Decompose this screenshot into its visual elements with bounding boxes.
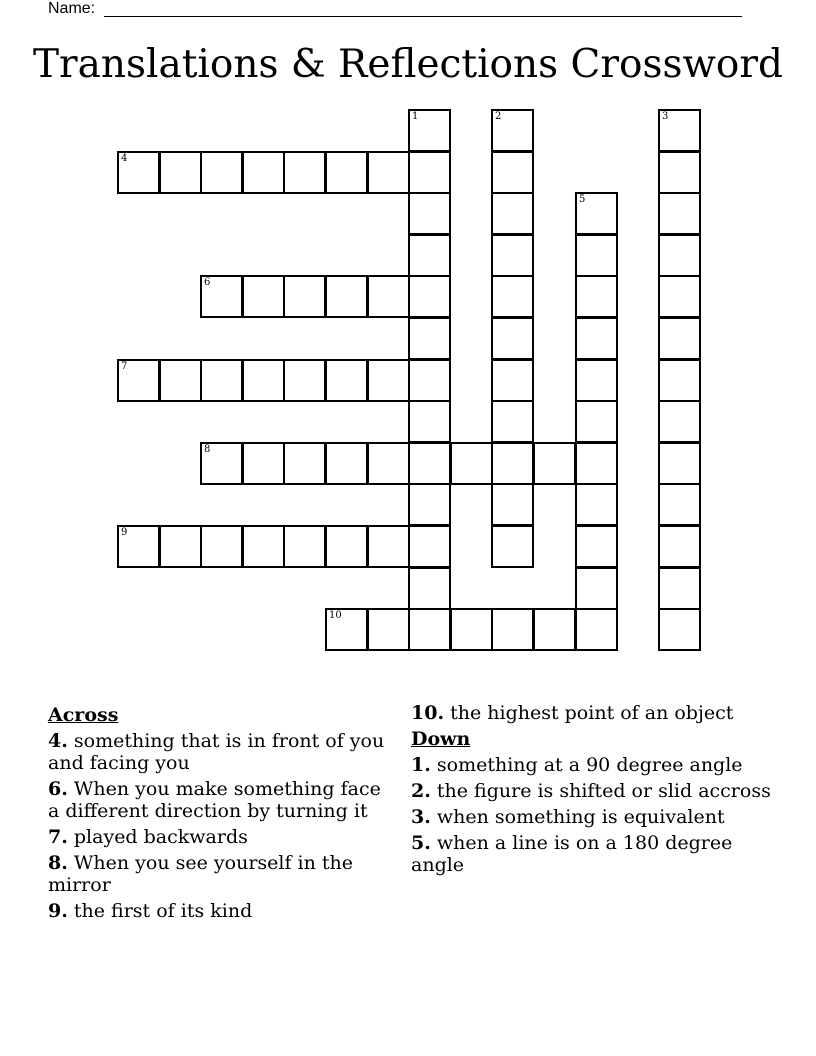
clue-number: 1. xyxy=(411,754,431,776)
clue-text: played backwards xyxy=(73,826,248,848)
grid-cell[interactable] xyxy=(575,192,618,235)
clue-text: when a line is on a 180 degree angle xyxy=(411,832,733,876)
grid-cell[interactable] xyxy=(575,567,618,610)
grid-cell[interactable] xyxy=(325,151,368,194)
grid-cell[interactable] xyxy=(575,359,618,402)
grid-cell[interactable] xyxy=(408,359,451,402)
across-clue-4 xyxy=(48,730,388,774)
grid-cell[interactable] xyxy=(658,275,701,318)
grid-cell[interactable] xyxy=(367,525,410,568)
grid-cell[interactable] xyxy=(658,525,701,568)
cell-number: 8 xyxy=(204,444,211,455)
grid-cell[interactable] xyxy=(325,275,368,318)
clue-number: 9. xyxy=(48,900,68,922)
grid-cell[interactable] xyxy=(325,359,368,402)
grid-cell[interactable] xyxy=(325,608,368,651)
grid-cell[interactable] xyxy=(242,359,285,402)
grid-cell[interactable] xyxy=(283,275,326,318)
across-clue-10 xyxy=(411,702,771,724)
cell-number: 1 xyxy=(412,111,419,122)
clues-column-left xyxy=(48,702,388,926)
clue-text: When you see yourself in the mirror xyxy=(48,852,354,896)
across-clue-6 xyxy=(48,778,388,822)
grid-cell[interactable] xyxy=(159,525,202,568)
clue-number: 10. xyxy=(411,702,445,724)
grid-cell[interactable] xyxy=(575,234,618,277)
grid-cell[interactable] xyxy=(408,608,451,651)
grid-cell[interactable] xyxy=(450,442,493,485)
grid-cell[interactable] xyxy=(283,525,326,568)
grid-cell[interactable] xyxy=(242,525,285,568)
cell-number: 2 xyxy=(495,111,502,122)
grid-cell[interactable] xyxy=(533,442,576,485)
grid-cell[interactable] xyxy=(491,317,534,360)
cell-number: 9 xyxy=(121,527,128,538)
grid-cell[interactable] xyxy=(159,151,202,194)
grid-cell[interactable] xyxy=(242,275,285,318)
grid-cell[interactable] xyxy=(408,317,451,360)
clue-number: 8. xyxy=(48,852,68,874)
clue-text: the figure is shifted or slid accross xyxy=(436,780,771,802)
down-clue-3 xyxy=(411,806,771,828)
grid-cell[interactable] xyxy=(491,275,534,318)
grid-cell[interactable] xyxy=(491,608,534,651)
grid-cell[interactable] xyxy=(658,359,701,402)
grid-cell[interactable] xyxy=(658,483,701,526)
grid-cell[interactable] xyxy=(575,400,618,443)
grid-cell[interactable] xyxy=(242,442,285,485)
across-clue-9 xyxy=(48,900,388,922)
grid-cell[interactable] xyxy=(200,151,243,194)
across-clue-7 xyxy=(48,826,388,848)
clue-text: When you make something face a different direction by turning it xyxy=(48,778,381,822)
grid-cell[interactable] xyxy=(408,400,451,443)
grid-cell[interactable] xyxy=(491,234,534,277)
clue-text: the highest point of an object xyxy=(450,702,734,724)
down-clue-2 xyxy=(411,780,771,802)
grid-cell[interactable] xyxy=(367,151,410,194)
clue-number: 6. xyxy=(48,778,68,800)
clues-column-right xyxy=(411,702,771,880)
clue-number: 3. xyxy=(411,806,431,828)
grid-cell[interactable] xyxy=(658,400,701,443)
grid-cell[interactable] xyxy=(658,608,701,651)
grid-cell[interactable] xyxy=(159,359,202,402)
grid-cell[interactable] xyxy=(408,525,451,568)
across-heading: Across xyxy=(48,704,119,726)
clue-text: something at a 90 degree angle xyxy=(436,754,743,776)
grid-cell[interactable] xyxy=(491,483,534,526)
grid-cell[interactable] xyxy=(491,525,534,568)
clue-number: 4. xyxy=(48,730,68,752)
grid-cell[interactable] xyxy=(491,359,534,402)
grid-cell[interactable] xyxy=(658,567,701,610)
grid-cell[interactable] xyxy=(325,442,368,485)
grid-cell[interactable] xyxy=(408,567,451,610)
grid-cell[interactable] xyxy=(575,317,618,360)
grid-cell[interactable] xyxy=(283,151,326,194)
grid-cell[interactable] xyxy=(283,442,326,485)
cell-number: 10 xyxy=(329,610,342,621)
clue-number: 5. xyxy=(411,832,431,854)
grid-cell[interactable] xyxy=(658,192,701,235)
grid-cell[interactable] xyxy=(408,192,451,235)
grid-cell[interactable] xyxy=(575,275,618,318)
grid-cell[interactable] xyxy=(658,234,701,277)
page-title: Translations & Reflections Crossword xyxy=(32,42,784,87)
grid-cell[interactable] xyxy=(200,442,243,485)
grid-cell[interactable] xyxy=(491,151,534,194)
grid-cell[interactable] xyxy=(408,151,451,194)
grid-cell[interactable] xyxy=(325,525,368,568)
grid-cell[interactable] xyxy=(575,525,618,568)
grid-cell[interactable] xyxy=(575,442,618,485)
grid-cell[interactable] xyxy=(658,442,701,485)
grid-cell[interactable] xyxy=(491,442,534,485)
grid-cell[interactable] xyxy=(408,109,451,152)
grid-cell[interactable] xyxy=(491,109,534,152)
across-clue-8 xyxy=(48,852,388,896)
clue-number: 7. xyxy=(48,826,68,848)
grid-cell[interactable] xyxy=(367,275,410,318)
grid-cell[interactable] xyxy=(491,192,534,235)
grid-cell[interactable] xyxy=(658,317,701,360)
grid-cell[interactable] xyxy=(533,608,576,651)
grid-cell[interactable] xyxy=(408,275,451,318)
grid-cell[interactable] xyxy=(117,151,160,194)
grid-cell[interactable] xyxy=(575,608,618,651)
down-clue-5 xyxy=(411,832,771,876)
down-heading: Down xyxy=(411,728,471,750)
grid-cell[interactable] xyxy=(200,525,243,568)
grid-cell[interactable] xyxy=(117,359,160,402)
grid-cell[interactable] xyxy=(117,525,160,568)
cell-number: 3 xyxy=(662,111,669,122)
clue-text: something that is in front of you and facing you xyxy=(48,730,385,774)
grid-cell[interactable] xyxy=(283,359,326,402)
grid-cell[interactable] xyxy=(658,109,701,152)
grid-cell[interactable] xyxy=(367,608,410,651)
grid-cell[interactable] xyxy=(491,400,534,443)
clue-text: when something is equivalent xyxy=(436,806,725,828)
grid-cell[interactable] xyxy=(575,483,618,526)
cell-number: 4 xyxy=(121,153,128,164)
name-label: Name: xyxy=(48,0,96,17)
grid-cell[interactable] xyxy=(367,359,410,402)
grid-cell[interactable] xyxy=(242,151,285,194)
clue-text: the first of its kind xyxy=(73,900,253,922)
grid-cell[interactable] xyxy=(200,275,243,318)
cell-number: 7 xyxy=(121,361,128,372)
grid-cell[interactable] xyxy=(408,442,451,485)
cell-number: 6 xyxy=(204,277,211,288)
grid-cell[interactable] xyxy=(408,483,451,526)
down-clue-1 xyxy=(411,754,771,776)
grid-cell[interactable] xyxy=(658,151,701,194)
grid-cell[interactable] xyxy=(408,234,451,277)
clue-number: 2. xyxy=(411,780,431,802)
grid-cell[interactable] xyxy=(200,359,243,402)
grid-cell[interactable] xyxy=(450,608,493,651)
cell-number: 5 xyxy=(579,194,586,205)
grid-cell[interactable] xyxy=(367,442,410,485)
